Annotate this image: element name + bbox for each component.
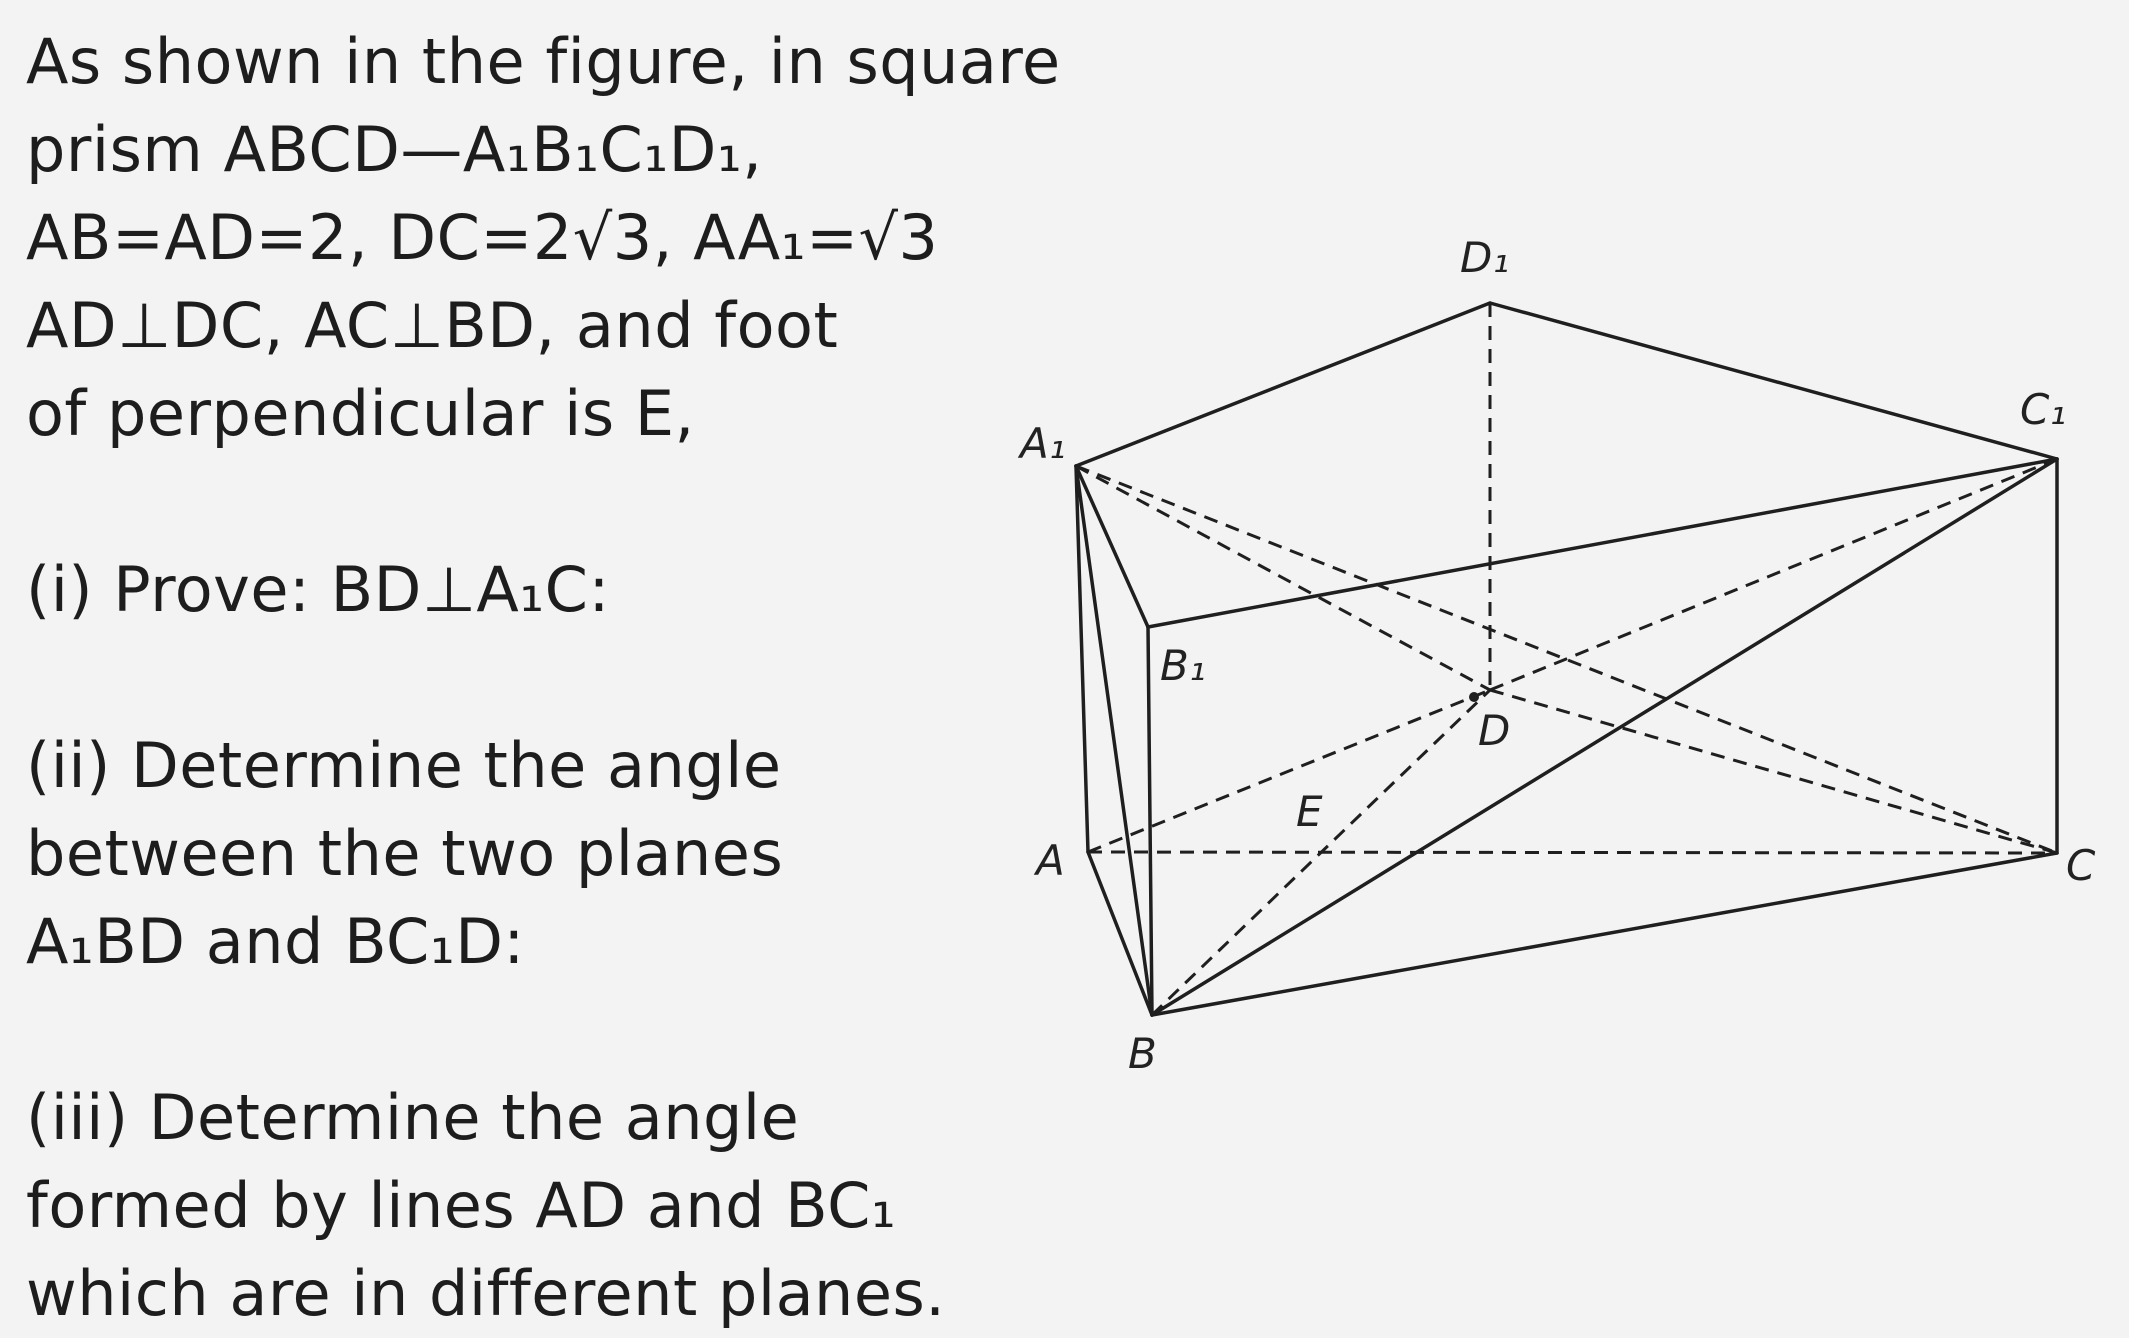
edge-a1-d-hidden	[1076, 466, 1490, 690]
point-d	[1469, 692, 1479, 702]
label-c: C	[2066, 841, 2096, 890]
label-d1: D₁	[1460, 233, 1510, 282]
question-part-3-line-1: (iii) Determine the angle	[26, 1081, 800, 1154]
edge-a1-a	[1076, 466, 1088, 852]
edge-d-c-hidden	[1490, 690, 2057, 853]
question-part-2-line-1: (ii) Determine the angle	[26, 729, 782, 802]
problem-line-4: AD⊥DC, AC⊥BD, and foot	[26, 289, 839, 362]
label-e: E	[1296, 787, 1323, 836]
problem-line-1: As shown in the figure, in square	[26, 25, 1061, 98]
edge-b-c	[1152, 853, 2057, 1015]
label-b1: B₁	[1160, 641, 1206, 690]
label-a: A	[1036, 836, 1065, 885]
problem-line-2: prism ABCD—A₁B₁C₁D₁,	[26, 113, 763, 186]
question-part-2-line-3: A₁BD and BC₁D:	[26, 905, 525, 978]
question-part-2-line-2: between the two planes	[26, 817, 784, 890]
edge-a1-d1	[1076, 303, 1490, 466]
question-part-3-line-2: formed by lines AD and BC₁	[26, 1169, 897, 1242]
edge-b1-b	[1148, 627, 1152, 1015]
label-c1: C₁	[2020, 385, 2067, 434]
label-a1: A₁	[1020, 419, 1066, 468]
question-part-1: (i) Prove: BD⊥A₁C:	[26, 553, 610, 626]
label-d: D	[1478, 706, 1511, 755]
edge-a-c-hidden	[1088, 852, 2057, 853]
question-part-3-line-3: which are in different planes.	[26, 1257, 946, 1330]
label-b: B	[1128, 1029, 1157, 1078]
edge-c1-d-hidden	[1490, 459, 2057, 690]
problem-line-5: of perpendicular is E,	[26, 377, 695, 450]
edge-d1-c1	[1490, 303, 2057, 459]
problem-line-3: AB=AD=2, DC=2√3, AA₁=√3	[26, 201, 939, 274]
